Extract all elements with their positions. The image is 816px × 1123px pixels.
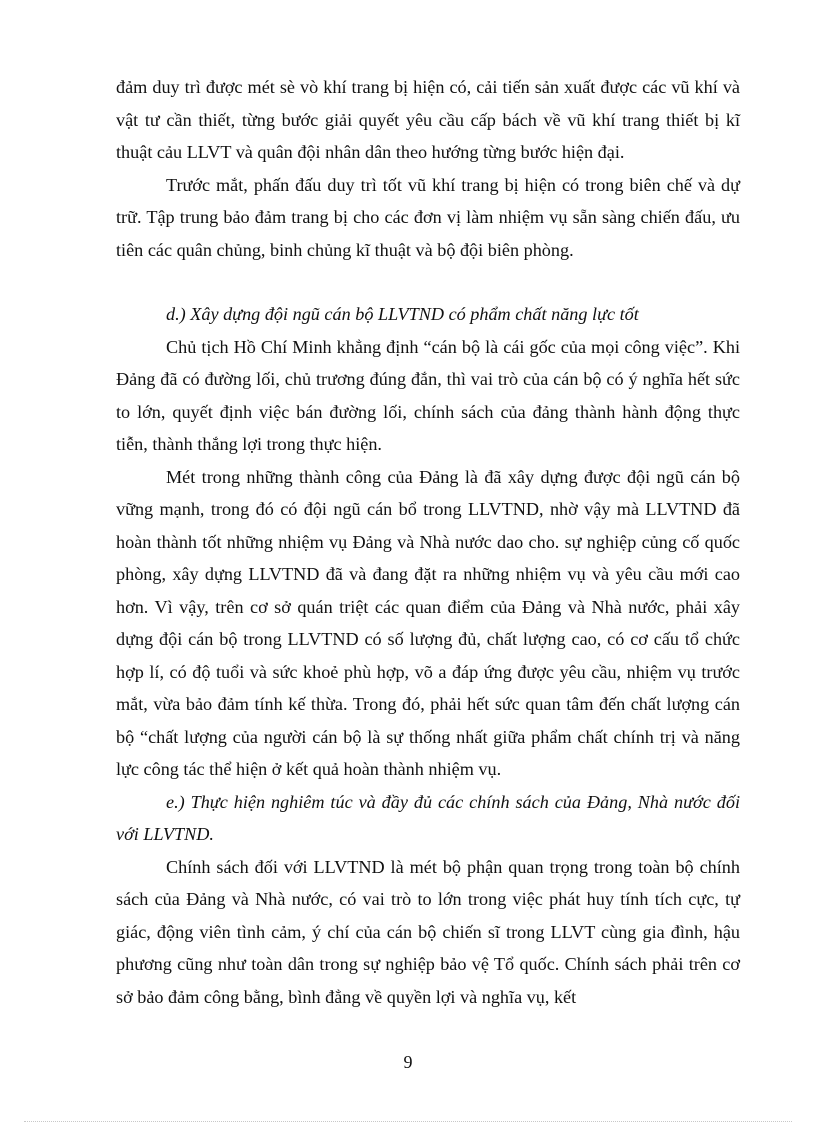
page-number: 9	[403, 1052, 413, 1072]
paragraph-continued: đảm duy trì được mét sè vò khí trang bị hiện có, cải tiến sản xuất được các vũ khí và vật tư cần thiết, từng bước giải quyết yêu cầu cấp bách về vũ khí trang thiết bị kĩ thuật cảu LLVT và quân đội nhân dân theo hướng từng bước hiện đại.	[116, 77, 740, 162]
section-heading-d: d.) Xây dựng đội ngũ cán bộ LLVTND có phẩm chất năng lực tốt	[166, 304, 639, 324]
paragraph-ho-chi-minh-quote: Chủ tịch Hồ Chí Minh khẳng định “cán bộ là cái gốc của mọi công việc”. Khi Đảng đã có đường lối, chủ trương đúng đắn, thì vai trò của cán bộ có ý nghĩa hết sức to lớn, quyết định việc bán đường lối, chính sách của đảng thành hành động thực tiễn, thành thắng lợi trong thực hiện.	[116, 336, 740, 454]
body-text	[116, 71, 740, 1013]
paragraph-immediate-plan: Trước mắt, phấn đấu duy trì tốt vũ khí trang bị hiện có trong biên chế và dự trữ. Tập trung bảo đảm trang bị cho các đơn vị làm nhiệm vụ sẵn sàng chiến đấu, ưu tiên các quân chủng, binh chủng kĩ thuật và bộ đội biên phòng.	[116, 174, 740, 260]
paragraph-party-success: Mét trong những thành công của Đảng là đã xây dựng được đội ngũ cán bộ vững mạnh, trong đó có đội ngũ cán bổ trong LLVTND, nhờ vậy mà LLVTND đã hoàn thành tốt những nhiệm vụ Đảng và Nhà nước dao cho. sự nghiệp củng cố quốc phòng, xây dựng LLVTND đã và đang đặt ra những nhiệm vụ và yêu cầu mới cao hơn. Vì vậy, trên cơ sở quán triệt các quan điểm của Đảng và Nhà nước, phải xây dựng đội cán bộ trong LLVTND có số lượng đủ, chất lượng cao, có cơ cấu tổ chức hợp lí, có độ tuổi và sức khoẻ phù hợp, võ a đáp ứng được yêu cầu, nhiệm vụ trước mắt, vừa bảo đảm tính kế thừa. Trong đó, phải hết sức quan tâm đến chất lượng cán bộ “chất lượng của người cán bộ là sự thống nhất giữa phẩm chất chính trị và năng lực công tác thể hiện ở kết quả hoàn thành nhiệm vụ.	[116, 466, 740, 779]
page-bottom-divider	[24, 1121, 792, 1122]
paragraph-policy: Chính sách đối với LLVTND là mét bộ phận quan trọng trong toàn bộ chính sách của Đảng và Nhà nước, có vai trò to lớn trong việc phát huy tính tích cực, tự giác, động viên tình cảm, ý chí của cán bộ chiến sĩ trong LLVT cùng gia đình, hậu phương cũng như toàn dân trong sự nghiệp bảo vệ Tổ quốc. Chính sách phải trên cơ sở bảo đảm công bằng, bình đẳng về quyền lợi và nghĩa vụ, kết	[116, 856, 740, 1007]
section-heading-e: e.) Thực hiện nghiêm túc và đầy đủ các chính sách của Đảng, Nhà nước đối với LLVTND.	[116, 791, 740, 844]
